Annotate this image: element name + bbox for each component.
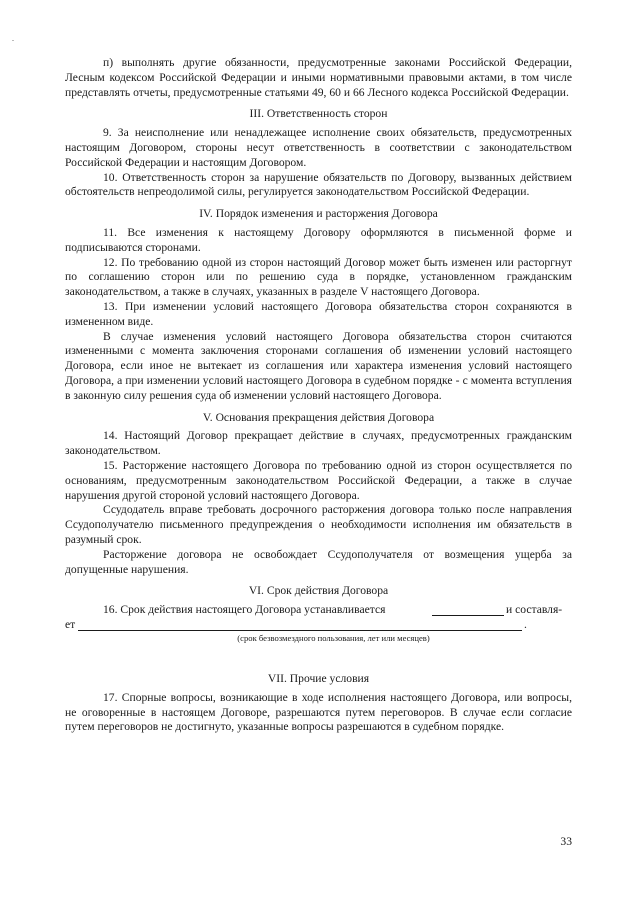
paragraph-10: 10. Ответственность сторон за нарушение обязательств по Договору, вызванных действием обстоятельств непреодолимой силы, регулируется законодательством Российской Федерации. <box>65 170 572 199</box>
paragraph-p-continuation: п) выполнять другие обязанности, предусмотренные законами Российской Федерации, Лесным кодексом Российской Федерации и иными нормативными правовыми актами, в том числе представлять отчеты, предусмотренные статьями 49, 60 и 66 Лесного кодекса Российской Федерации. <box>65 56 572 99</box>
paragraph-11: 11. Все изменения к настоящему Договору оформляются в письменной форме и подписываются сторонами. <box>65 225 572 254</box>
paragraph-14: 14. Настоящий Договор прекращает действие в случаях, предусмотренных гражданским законодательством. <box>65 429 572 458</box>
paragraph-15: 15. Расторжение настоящего Договора по требованию одной из сторон осуществляется по основаниям, предусмотренным законодательством Российской Федерации, а также в случае нарушения другой стороной условий настоящего Договора. <box>65 458 572 502</box>
term-duration-blank-field <box>78 619 522 631</box>
paragraph-13: 13. При изменении условий настоящего Договора обязательства сторон сохраняются в измененном виде. <box>65 299 572 328</box>
scan-mark <box>12 40 14 41</box>
paragraph-16-period: . <box>524 618 527 632</box>
paragraph-16-text: 16. Срок действия настоящего Договора устанавливается <box>103 603 386 617</box>
paragraph-12: 12. По требованию одной из сторон настоящий Договор может быть изменен или расторгнут по соглашению сторон или по решению суда в порядке, установленном гражданским законодательством, а также в случаях, указанных в разделе V настоящего Договора. <box>65 255 572 299</box>
page-number: 33 <box>560 835 572 848</box>
paragraph-16-line2 <box>65 618 572 633</box>
paragraph-13-continuation: В случае изменения условий настоящего Договора обязательства сторон считаются измененными с момента заключения сторонами соглашения об изменении условий настоящего Договора, если иное не вытекает из соглашения или характера изменения условий настоящего Договора, а при изменении условий настоящего Договора в судебном порядке - с момента вступления в законную силу решения суда об изменении условий настоящего Договора. <box>65 329 572 402</box>
section-title-7: VII. Прочие условия <box>267 672 370 686</box>
paragraph-16-line1 <box>65 603 572 618</box>
paragraph-15-lender-right: Ссудодатель вправе требовать досрочного расторжения договора только после направления Ссудополучателю письменного предупреждения о необходимости исполнения им обязательств в разумный срок. <box>65 503 572 546</box>
paragraph-16-continuation: ет <box>65 618 76 632</box>
section-title-3: III. Ответственность сторон <box>249 107 388 121</box>
paragraph-9: 9. За неисполнение или ненадлежащее исполнение своих обязательств, предусмотренных настоящим Договором, стороны несут ответственность в соответствии с законодательством Российской Федерации и настоящим Договором. <box>65 126 572 169</box>
paragraph-15-damages: Расторжение договора не освобождает Ссудополучателя от возмещения ущерба за допущенные нарушения. <box>65 547 572 576</box>
paragraph-17: 17. Спорные вопросы, возникающие в ходе исполнения настоящего Договора, или вопросы, не оговоренные в настоящем Договоре, разрешаются путем переговоров. В случае если согласие путем переговоров не достигнуто, указанные вопросы разрешаются в судебном порядке. <box>65 690 572 734</box>
section-title-5: V. Основания прекращения действия Договора <box>202 410 435 424</box>
term-blank-field <box>432 604 504 616</box>
paragraph-16-text-end: и составля- <box>506 603 563 617</box>
document-page <box>65 56 572 735</box>
section-title-4: IV. Порядок изменения и расторжения Договора <box>199 207 438 221</box>
term-field-caption: (срок безвозмездного пользования, лет или месяцев) <box>237 633 430 644</box>
section-title-6: VI. Срок действия Договора <box>248 584 389 598</box>
